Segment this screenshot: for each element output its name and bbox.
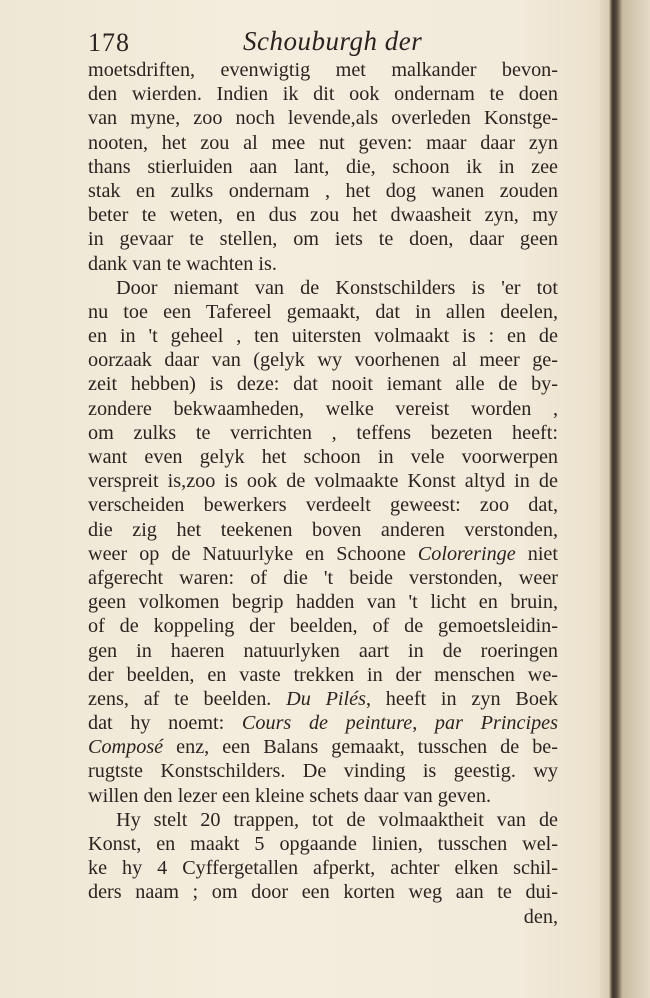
page-edge-gutter (600, 0, 650, 998)
text-segment: , (412, 712, 435, 735)
text-line: of de koppeling der beelden, of de gemoetsleidin- (88, 615, 558, 638)
text-line: nooten, het zou al mee nut geven: maar daar zyn (88, 131, 558, 154)
text-line (88, 735, 558, 759)
text-segment: zens, af te beelden. (88, 687, 287, 710)
italic-text: Coloreringe (417, 542, 516, 565)
text-line: oorzaak daar van (gelyk wy voorhenen al meer ge- (88, 349, 558, 372)
text-line (88, 711, 558, 735)
text-segment: enz, een Balans gemaakt, tusschen de be- (163, 736, 558, 759)
text-line: nu toe een Tafereel gemaakt, dat in allen deelen, (88, 300, 558, 323)
text-line (88, 542, 558, 566)
italic-text: Composé (88, 736, 164, 759)
body-text (88, 58, 558, 929)
text-line: want even gelyk het schoon in vele voorwerpen (88, 446, 558, 468)
text-line: zondere bekwaamheden, welke vereist worden , (88, 397, 558, 420)
text-segment: weer op de Natuurlyke en Schoone (88, 542, 418, 565)
text-line: afgerecht waren: of die 't beide verstonden, weer (88, 566, 558, 589)
text-line: beter te weten, en dus zou het dwaasheit zyn, my (88, 204, 558, 227)
text-line: den, (523, 905, 558, 928)
text-line: ders naam ; om door een korten weg aan te dui- (88, 881, 558, 904)
text-line: van myne, zoo noch levende,als overleden Konstge- (88, 107, 558, 130)
text-line: Door niemant van de Konstschilders is 'er tot (116, 276, 558, 299)
text-line: moetsdriften, evenwigtig met malkander bevon- (88, 59, 558, 81)
text-line: verscheiden bewerkers verdeelt geweest: zoo dat, (88, 494, 558, 517)
text-line: Konst, en maakt 5 opgaande linien, tusschen wel- (88, 833, 558, 855)
text-line: in gevaar te stellen, om iets te doen, daar geen (88, 228, 558, 251)
text-line: den wierden. Indien ik dit ook ondernam te doen (88, 83, 558, 106)
text-line: der beelden, en vaste trekken in der menschen we- (88, 663, 558, 686)
italic-text: par Principes (434, 712, 558, 735)
text-line: stak en zulks ondernam , het dog wanen zouden (88, 179, 558, 202)
text-line (88, 687, 558, 711)
text-line: om zulks te verrichten , teffens bezeten heeft: (88, 421, 558, 444)
text-line: rugtste Konstschilders. De vinding is geestig. wy (88, 760, 558, 783)
italic-text: Du Pilés (286, 687, 366, 710)
text-segment: dat hy noemt: (88, 712, 242, 735)
italic-text: Cours de peinture (241, 712, 413, 735)
text-line: verspreit is,zoo is ook de volmaakte Konst altyd in de (88, 470, 558, 493)
text-line: en in 't geheel , ten uitersten volmaakt is : en de (88, 325, 558, 348)
running-head: Schouburgh der (243, 26, 423, 56)
text-segment: , heeft in zyn Boek (365, 687, 558, 710)
text-line: gen in haeren natuurlyken aart in de roeringen (88, 639, 558, 662)
text-line: willen den lezer een kleine schets daar van geven. (88, 784, 492, 807)
text-line: ke hy 4 Cyffergetallen afperkt, achter elken schil- (88, 857, 558, 880)
text-segment: niet (515, 542, 558, 565)
text-line: zeit hebben) is deze: dat nooit iemant alle de by- (88, 373, 558, 396)
text-line: dank van te wachten is. (88, 252, 277, 275)
text-line: die zig het teekenen boven anderen verstonden, (88, 518, 558, 541)
text-line: thans stierluiden aan lant, die, schoon ik in zee (88, 155, 558, 178)
text-line: geen volkomen begrip hadden van 't licht en bruin, (88, 591, 558, 614)
page-header (88, 22, 558, 62)
page-number: 178 (88, 28, 130, 57)
text-line: Hy stelt 20 trappen, tot de volmaaktheit van de (116, 808, 558, 831)
